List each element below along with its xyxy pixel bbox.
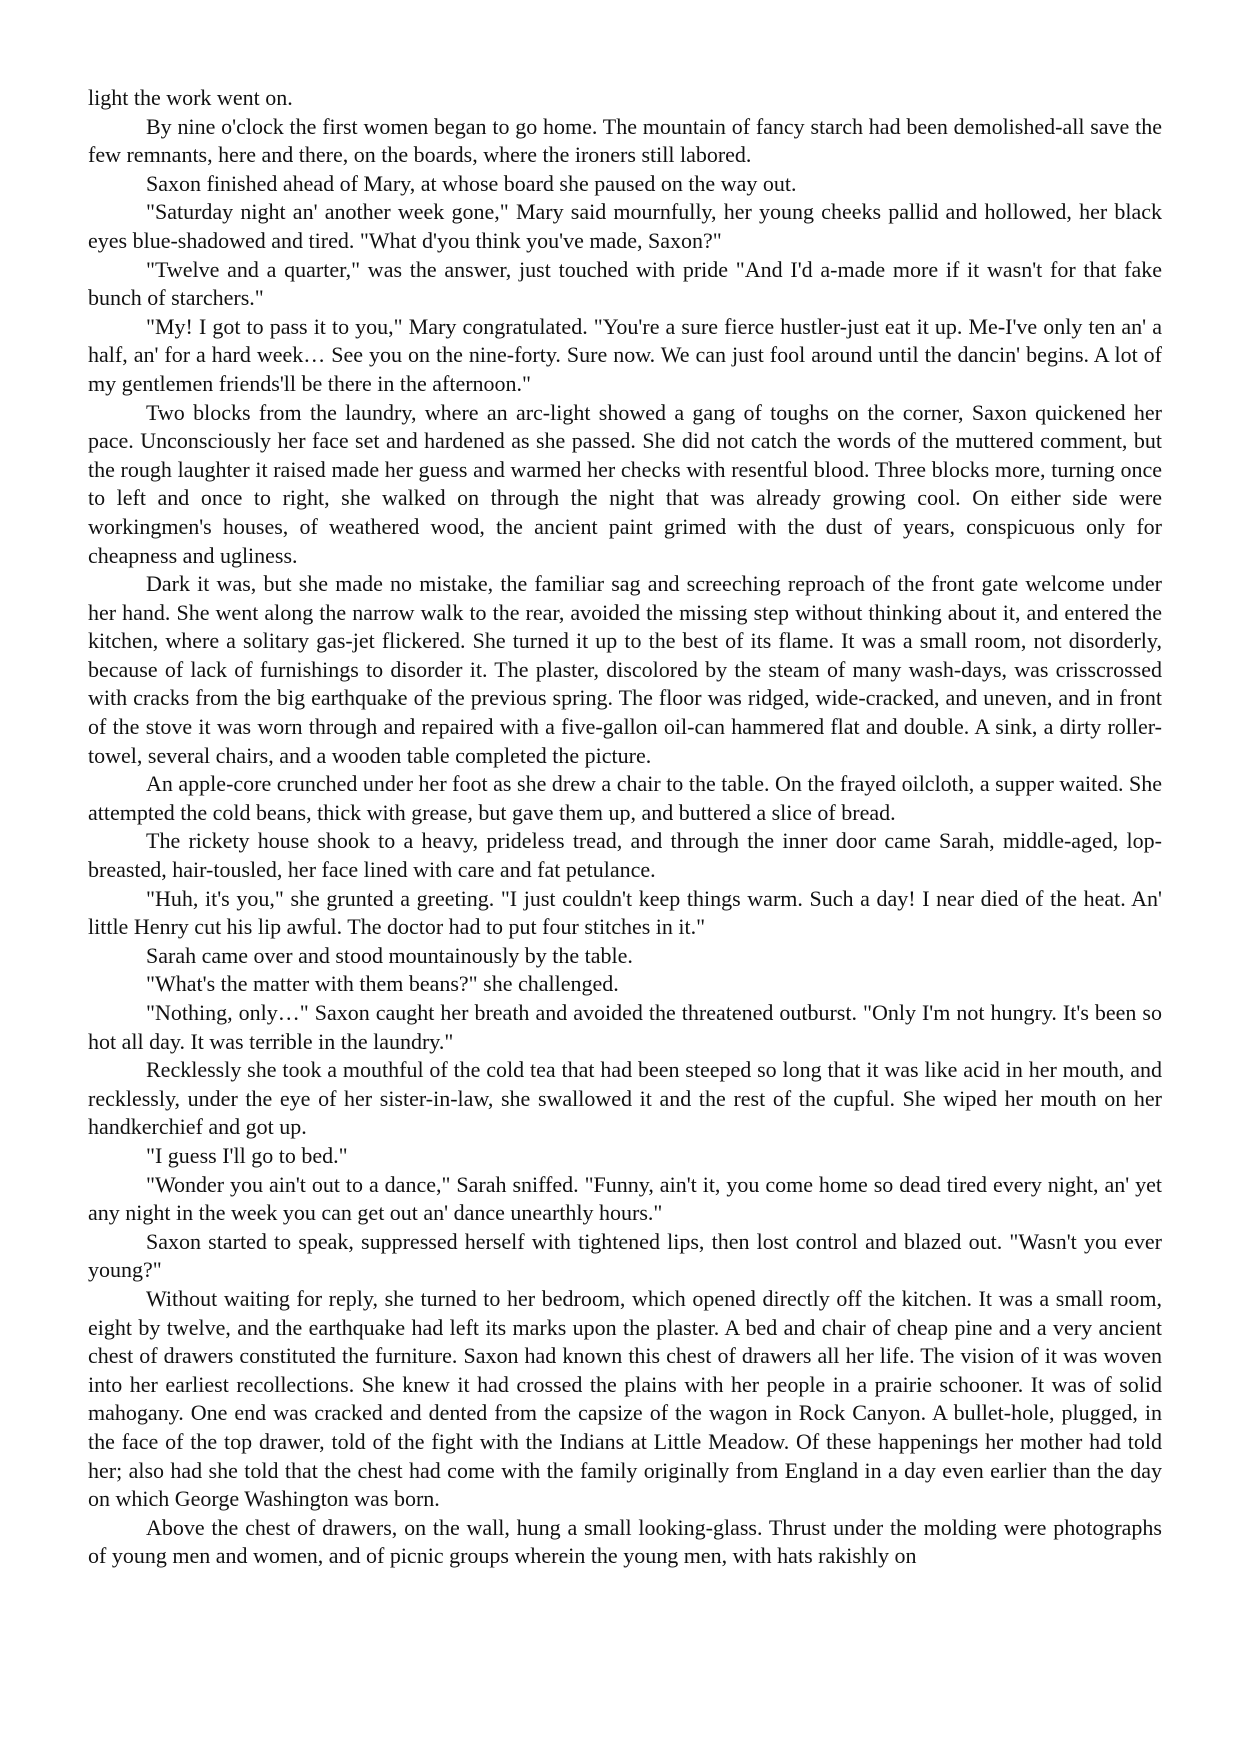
paragraph: "Wonder you ain't out to a dance," Sarah sniffed. "Funny, ain't it, you come home so dead tired every night, an' yet any night in the week you can get out an' dance unearthly hours." bbox=[88, 1171, 1162, 1226]
paragraph: The rickety house shook to a heavy, prideless tread, and through the inner door came Sarah, middle-aged, lop-breasted, hair-tousled, her face lined with care and fat petulance. bbox=[88, 828, 1162, 883]
book-page bbox=[88, 84, 1162, 1571]
paragraph: Recklessly she took a mouthful of the cold tea that had been steeped so long that it was like acid in her mouth, and recklessly, under the eye of her sister-in-law, she swallowed it and the rest of the cupful. She wiped her mouth on her handkerchief and got up. bbox=[88, 1057, 1162, 1140]
paragraph: "Nothing, only…" Saxon caught her breath and avoided the threatened outburst. "Only I'm not hungry. It's been so hot all day. It was terrible in the laundry." bbox=[88, 1000, 1162, 1054]
paragraph: Sarah came over and stood mountainously by the table. bbox=[146, 942, 633, 968]
paragraph: "Huh, it's you," she grunted a greeting. "I just couldn't keep things warm. Such a day! I near died of the heat. An' little Henry cut his lip awful. The doctor had to put four stitches in it." bbox=[88, 885, 1162, 940]
paragraph: Dark it was, but she made no mistake, the familiar sag and screeching reproach of the front gate welcome under her hand. She went along the narrow walk to the rear, avoided the missing step without thinking about it, and entered the kitchen, where a solitary gas-jet flickered. She turned it up to the best of its flame. It was a small room, not disorderly, because of lack of furnishings to disorder it. The plaster, discolored by the steam of many wash-days, was crisscrossed with cracks from the big earthquake of the previous spring. The floor was ridged, wide-cracked, and uneven, and in front of the stove it was worn through and repaired with a five-gallon oil-can hammered flat and double. A sink, a dirty roller-towel, several chairs, and a wooden table completed the picture. bbox=[88, 571, 1162, 768]
paragraph: Above the chest of drawers, on the wall, hung a small looking-glass. Thrust under the molding were photographs of young men and women, and of picnic groups wherein the young men, with hats rakishly on bbox=[88, 1514, 1162, 1569]
paragraph: Without waiting for reply, she turned to her bedroom, which opened directly off the kitchen. It was a small room, eight by twelve, and the earthquake had left its marks upon the plaster. A bed and chair of cheap pine and a very ancient chest of drawers constituted the furniture. Saxon had known this chest of drawers all her life. The vision of it was woven into her earliest recollections. She knew it had crossed the plains with her people in a prairie schooner. It was of solid mahogany. One end was cracked and dented from the capsize of the wagon in Rock Canyon. A bullet-hole, plugged, in the face of the top drawer, told of the fight with the Indians at Little Meadow. Of these happenings her mother had told her; also had she told that the chest had come with the family originally from England in a day even earlier than the day on which George Washington was born. bbox=[88, 1285, 1162, 1512]
paragraph-continuation: light the work went on. bbox=[88, 85, 293, 110]
paragraph: "I guess I'll go to bed." bbox=[146, 1142, 348, 1168]
paragraph: "What's the matter with them beans?" she challenged. bbox=[146, 971, 619, 997]
paragraph: An apple-core crunched under her foot as she drew a chair to the table. On the frayed oilcloth, a supper waited. She attempted the cold beans, thick with grease, but gave them up, and buttered a slice of bread. bbox=[88, 771, 1162, 825]
paragraph: "Twelve and a quarter," was the answer, just touched with pride "And I'd a-made more if it wasn't for that fake bunch of starchers." bbox=[88, 256, 1162, 311]
paragraph: By nine o'clock the first women began to go home. The mountain of fancy starch had been demolished-all save the few remnants, here and there, on the boards, where the ironers still labored. bbox=[88, 113, 1162, 168]
paragraph: "Saturday night an' another week gone," Mary said mournfully, her young cheeks pallid and hollowed, her black eyes blue-shadowed and tired. "What d'you think you've made, Saxon?" bbox=[88, 199, 1162, 253]
paragraph: Saxon finished ahead of Mary, at whose board she paused on the way out. bbox=[146, 170, 797, 196]
paragraph: Two blocks from the laundry, where an arc-light showed a gang of toughs on the corner, Saxon quickened her pace. Unconsciously her face set and hardened as she passed. She did not catch the words of the muttered comment, but the rough laughter it raised made her guess and warmed her checks with resentful blood. Three blocks more, turning once to left and once to right, she walked on through the night that was already growing cool. On either side were workingmen's houses, of weathered wood, the ancient paint grimed with the dust of years, conspicuous only for cheapness and ugliness. bbox=[88, 399, 1162, 568]
paragraph: "My! I got to pass it to you," Mary congratulated. "You're a sure fierce hustler-just eat it up. Me-I've only ten an' a half, an' for a hard week… See you on the nine-forty. Sure now. We can just fool around until the dancin' begins. A lot of my gentlemen friends'll be there in the afternoon." bbox=[88, 313, 1162, 396]
paragraph: Saxon started to speak, suppressed herself with tightened lips, then lost control and blazed out. "Wasn't you ever young?" bbox=[88, 1228, 1162, 1283]
